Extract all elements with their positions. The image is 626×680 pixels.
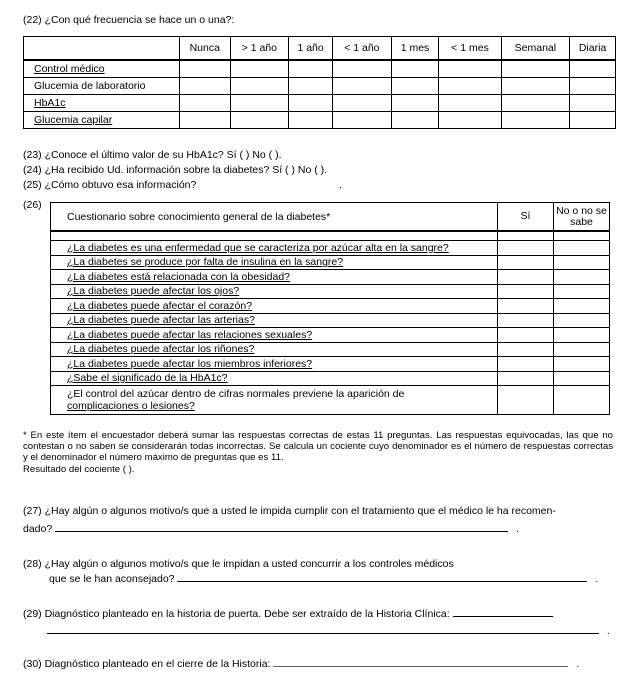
answer-cell[interactable] bbox=[289, 60, 333, 78]
answer-cell[interactable] bbox=[501, 95, 569, 112]
answer-si-cell[interactable] bbox=[498, 299, 554, 314]
answer-cell[interactable] bbox=[333, 95, 392, 112]
knowledge-table-header bbox=[51, 203, 610, 232]
answer-line-30[interactable] bbox=[273, 666, 568, 667]
answer-cell[interactable] bbox=[570, 60, 616, 78]
question-27-line2-wrap bbox=[23, 523, 519, 535]
answer-cell[interactable] bbox=[230, 95, 289, 112]
knowledge-question: ¿La diabetes puede afectar las relaciones sexuales? bbox=[51, 328, 498, 343]
col-menos-1-ano: < 1 año bbox=[333, 37, 392, 61]
answer-cell[interactable] bbox=[391, 78, 439, 95]
table-row bbox=[24, 95, 616, 112]
answer-line-27[interactable] bbox=[55, 531, 508, 532]
answer-line-29a[interactable] bbox=[453, 616, 553, 617]
answer-cell[interactable] bbox=[391, 95, 439, 112]
knowledge-question-last-line2: complicaciones o lesiones? bbox=[67, 400, 195, 412]
end-mark: . bbox=[516, 523, 519, 535]
blank-cell bbox=[498, 231, 554, 241]
answer-cell[interactable] bbox=[439, 95, 501, 112]
question-29-line2-wrap bbox=[47, 624, 610, 637]
question-30-wrap bbox=[23, 658, 579, 670]
questionnaire-title: Cuestionario sobre conocimiento general de la diabetes* bbox=[51, 203, 498, 232]
question-27-line1: (27) ¿Hay algún o algunos motivo/s que a usted le impida cumplir con el tratamiento que el médico le ha recomen- bbox=[23, 505, 556, 517]
question-26-label: (26) bbox=[23, 199, 42, 211]
table-row bbox=[51, 371, 610, 386]
answer-no-cell[interactable] bbox=[554, 241, 610, 256]
blank-cell bbox=[554, 231, 610, 241]
col-no-o-no-se-sabe: No o no se sabe bbox=[554, 203, 610, 232]
answer-no-cell[interactable] bbox=[554, 357, 610, 372]
knowledge-question: ¿La diabetes puede afectar las arterias? bbox=[51, 313, 498, 328]
footnote bbox=[23, 430, 613, 475]
answer-cell[interactable] bbox=[180, 95, 231, 112]
answer-cell[interactable] bbox=[570, 78, 616, 95]
row-label: HbA1c bbox=[24, 95, 180, 112]
answer-cell[interactable] bbox=[391, 112, 439, 129]
quotient-result: Resultado del cociente ( ). bbox=[23, 463, 135, 475]
answer-cell[interactable] bbox=[333, 60, 392, 78]
answer-si-cell[interactable] bbox=[498, 371, 554, 386]
frequency-table-header bbox=[24, 37, 616, 61]
knowledge-question: ¿Sabe el significado de la HbA1c? bbox=[51, 371, 498, 386]
answer-cell[interactable] bbox=[439, 78, 501, 95]
end-mark: . bbox=[595, 573, 599, 585]
question-30: (30) Diagnóstico planteado en el cierre de la Historia: bbox=[23, 658, 271, 670]
table-row bbox=[51, 255, 610, 270]
answer-si-cell[interactable] bbox=[498, 270, 554, 285]
answer-no-cell[interactable] bbox=[554, 299, 610, 314]
end-mark: . bbox=[606, 625, 610, 637]
question-28-line2: que se le han aconsejado? bbox=[49, 573, 175, 585]
question-24: (24) ¿Ha recibido Ud. información sobre la diabetes? Sí ( ) No ( ). bbox=[23, 164, 328, 176]
knowledge-question: ¿La diabetes puede afectar los riñones? bbox=[51, 342, 498, 357]
answer-cell[interactable] bbox=[333, 112, 392, 129]
answer-cell[interactable] bbox=[570, 95, 616, 112]
end-mark: . bbox=[576, 658, 580, 670]
col-menos-1-mes: < 1 mes bbox=[439, 37, 501, 61]
answer-no-cell[interactable] bbox=[554, 270, 610, 285]
answer-cell[interactable] bbox=[180, 112, 231, 129]
answer-cell[interactable] bbox=[230, 112, 289, 129]
row-label: Glucemia capilar bbox=[24, 112, 180, 129]
question-25-end-mark: . bbox=[339, 179, 342, 191]
table-row bbox=[51, 357, 610, 372]
table-row bbox=[24, 78, 616, 95]
knowledge-question: ¿La diabetes es una enfermedad que se caracteriza por azúcar alta en la sangre? bbox=[51, 241, 498, 256]
col-1-mes: 1 mes bbox=[391, 37, 439, 61]
answer-no-cell[interactable] bbox=[554, 255, 610, 270]
answer-cell[interactable] bbox=[391, 60, 439, 78]
answer-cell[interactable] bbox=[230, 60, 289, 78]
question-22-label: (22) ¿Con qué frecuencia se hace un o una?: bbox=[23, 14, 235, 26]
col-diaria: Diaria bbox=[570, 37, 616, 61]
blank-cell bbox=[51, 231, 498, 241]
answer-line-28[interactable] bbox=[177, 581, 587, 582]
blank-row bbox=[51, 231, 610, 241]
answer-cell[interactable] bbox=[439, 60, 501, 78]
answer-cell[interactable] bbox=[230, 78, 289, 95]
answer-cell[interactable] bbox=[333, 78, 392, 95]
answer-cell[interactable] bbox=[501, 112, 569, 129]
answer-cell[interactable] bbox=[289, 78, 333, 95]
table-row bbox=[51, 241, 610, 256]
answer-si-cell[interactable] bbox=[498, 342, 554, 357]
col-nunca: Nunca bbox=[180, 37, 231, 61]
answer-cell[interactable] bbox=[501, 78, 569, 95]
knowledge-question: ¿La diabetes se produce por falta de insulina en la sangre? bbox=[51, 255, 498, 270]
answer-si-cell[interactable] bbox=[498, 313, 554, 328]
question-28-line1: (28) ¿Hay algún o algunos motivo/s que le impidan a usted concurrir a los controles médicos bbox=[23, 558, 454, 570]
question-28-line2-wrap bbox=[49, 573, 598, 585]
answer-si-cell[interactable] bbox=[498, 386, 554, 415]
col-si: Sí bbox=[498, 203, 554, 232]
table-row bbox=[51, 284, 610, 299]
col-semanal: Semanal bbox=[501, 37, 569, 61]
table-row bbox=[51, 299, 610, 314]
knowledge-question-last-line1: ¿El control del azúcar dentro de cifras normales previene la aparición de bbox=[67, 388, 405, 400]
footnote-text: * En este ítem el encuestador deberá sumar las respuestas correctas de estas 11 preguntas. Las respuestas equivocadas, las que no contestan o no saben se considerarán todas incorrectas. Se calcula un cociente cuyo denominador es el número de respuestas correctas y el denominador el número máximo de preguntas que es 11. bbox=[23, 430, 613, 464]
answer-no-cell[interactable] bbox=[554, 342, 610, 357]
table-row bbox=[24, 112, 616, 129]
knowledge-question: ¿La diabetes puede afectar el corazón? bbox=[51, 299, 498, 314]
table-row bbox=[51, 342, 610, 357]
knowledge-questionnaire-table bbox=[50, 202, 610, 415]
row-label: Control médico bbox=[24, 60, 180, 78]
answer-si-cell[interactable] bbox=[498, 255, 554, 270]
answer-si-cell[interactable] bbox=[498, 284, 554, 299]
answer-cell[interactable] bbox=[289, 112, 333, 129]
table-row bbox=[51, 386, 610, 415]
answer-cell[interactable] bbox=[501, 60, 569, 78]
answer-line-29b[interactable] bbox=[47, 624, 599, 634]
question-29: (29) Diagnóstico planteado en la historia de puerta. Debe ser extraído de la Historia Clínica: bbox=[23, 608, 450, 620]
knowledge-question: ¿La diabetes puede afectar los miembros inferiores? bbox=[51, 357, 498, 372]
table-row bbox=[24, 60, 616, 78]
question-23: (23) ¿Conoce el último valor de su HbA1c? Sí ( ) No ( ). bbox=[23, 149, 282, 161]
frequency-table bbox=[23, 36, 616, 129]
answer-no-cell[interactable] bbox=[554, 386, 610, 415]
answer-si-cell[interactable] bbox=[498, 241, 554, 256]
col-mas-1-ano: > 1 año bbox=[230, 37, 289, 61]
answer-cell[interactable] bbox=[439, 112, 501, 129]
answer-si-cell[interactable] bbox=[498, 357, 554, 372]
row-label: Glucemia de laboratorio bbox=[24, 78, 180, 95]
answer-cell[interactable] bbox=[180, 78, 231, 95]
table-row bbox=[51, 270, 610, 285]
table-row bbox=[51, 328, 610, 343]
question-27-line2: dado? bbox=[23, 523, 53, 535]
header-blank bbox=[24, 37, 180, 61]
answer-no-cell[interactable] bbox=[554, 284, 610, 299]
answer-no-cell[interactable] bbox=[554, 313, 610, 328]
answer-no-cell[interactable] bbox=[554, 328, 610, 343]
answer-cell[interactable] bbox=[180, 60, 231, 78]
knowledge-question: ¿La diabetes está relacionada con la obesidad? bbox=[51, 270, 498, 285]
question-25: (25) ¿Cómo obtuvo esa información? bbox=[23, 179, 197, 191]
knowledge-question-last bbox=[51, 386, 498, 415]
question-29-wrap bbox=[23, 608, 553, 620]
answer-cell[interactable] bbox=[289, 95, 333, 112]
answer-no-cell[interactable] bbox=[554, 371, 610, 386]
knowledge-question: ¿La diabetes puede afectar los ojos? bbox=[51, 284, 498, 299]
col-1-ano: 1 año bbox=[289, 37, 333, 61]
table-row bbox=[51, 313, 610, 328]
answer-cell[interactable] bbox=[570, 112, 616, 129]
answer-si-cell[interactable] bbox=[498, 328, 554, 343]
